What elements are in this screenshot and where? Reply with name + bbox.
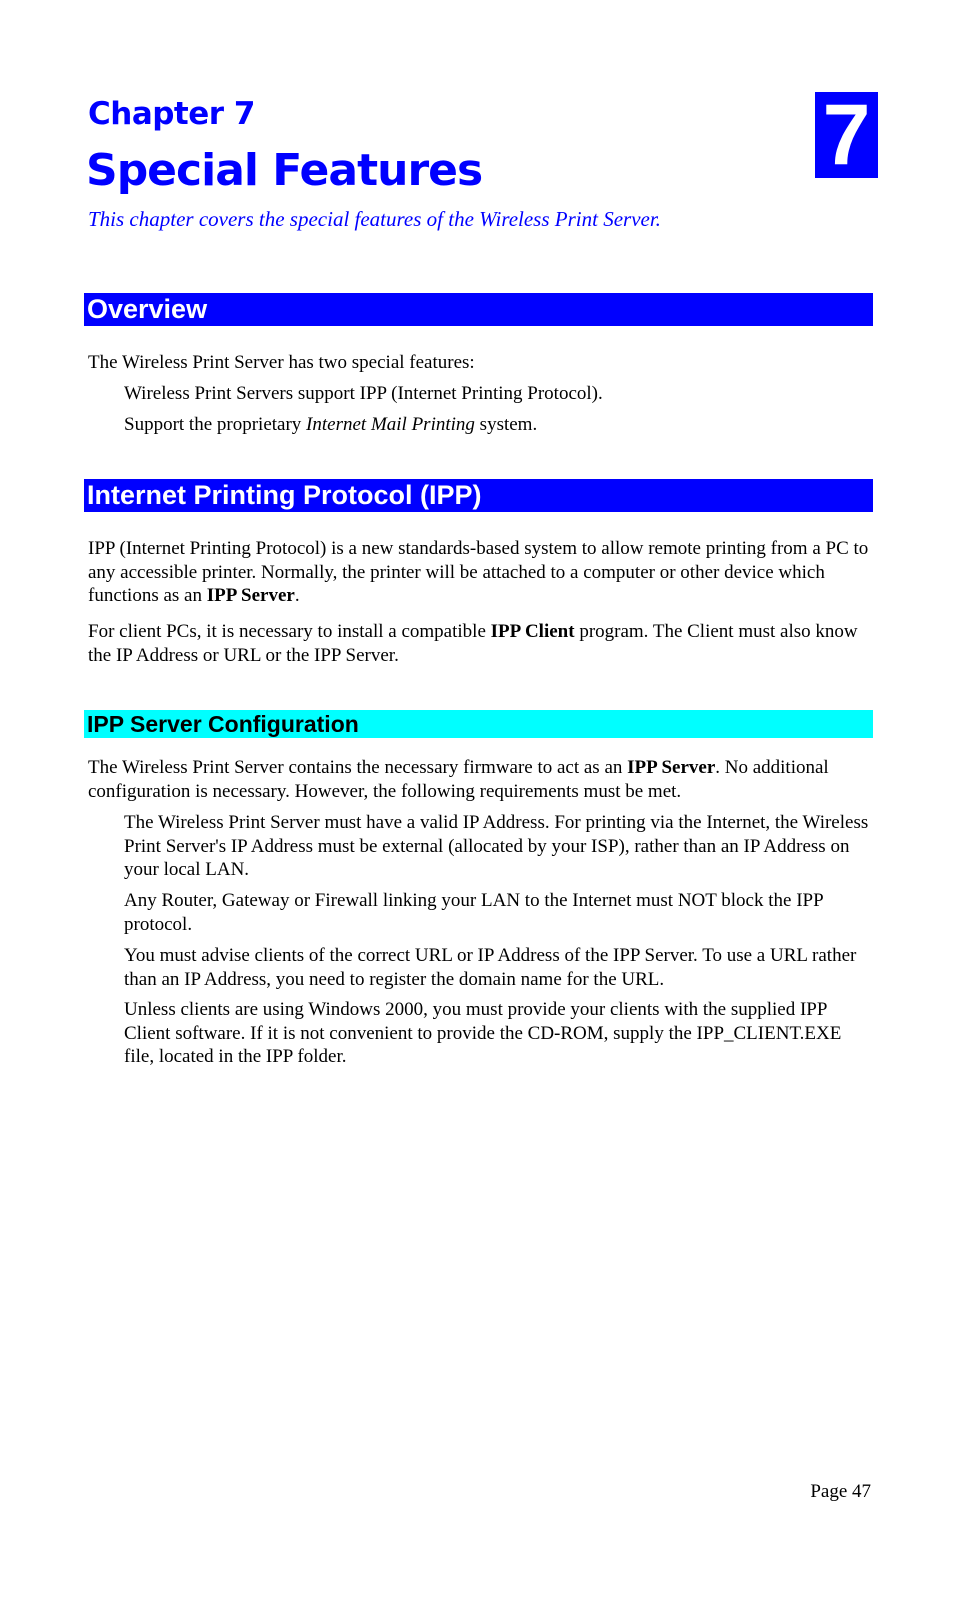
page-number: Page 47 bbox=[810, 1481, 871, 1502]
requirement-item-2: Any Router, Gateway or Firewall linking your LAN to the Internet must NOT block the IPP protocol. bbox=[124, 890, 823, 935]
overview-item-2-end: system. bbox=[474, 414, 538, 435]
ipp-config-paragraph-start: The Wireless Print Server contains the necessary firmware to act as an bbox=[88, 757, 628, 778]
overview-item-2 bbox=[124, 413, 876, 437]
requirement-item-1: The Wireless Print Server must have a valid IP Address. For printing via the Internet, the Wireless Print Server's IP Address must be external (allocated by your ISP), rather than an IP Address on your local LAN. bbox=[124, 812, 869, 880]
subsection-heading-ipp-config: IPP Server Configuration bbox=[84, 710, 873, 738]
chapter-label: Chapter 7 bbox=[88, 96, 255, 132]
ipp-paragraph-2-end: program. The Client must also know the IP Address or URL or the IPP Server. bbox=[88, 621, 858, 666]
overview-lead: The Wireless Print Server has two special features: bbox=[88, 352, 475, 373]
internet-mail-printing-term: Internet Mail Printing bbox=[306, 414, 475, 435]
ipp-client-term: IPP Client bbox=[490, 621, 575, 642]
chapter-title: Special Features bbox=[86, 145, 483, 196]
ipp-paragraph-1 bbox=[88, 537, 878, 608]
section-heading-ipp: Internet Printing Protocol (IPP) bbox=[84, 479, 873, 512]
ipp-server-term: IPP Server bbox=[206, 585, 295, 606]
section-heading-overview: Overview bbox=[84, 293, 873, 326]
ipp-server-term-2: IPP Server bbox=[627, 757, 716, 778]
overview-item-1: Wireless Print Servers support IPP (Internet Printing Protocol). bbox=[124, 383, 603, 404]
overview-item-2-start: Support the proprietary bbox=[124, 414, 307, 435]
chapter-number-badge: 7 bbox=[815, 92, 878, 178]
ipp-paragraph-2-start: For client PCs, it is necessary to install a compatible bbox=[88, 621, 491, 642]
chapter-intro: This chapter covers the special features of the Wireless Print Server. bbox=[88, 207, 661, 231]
ipp-paragraph-2 bbox=[88, 620, 878, 667]
ipp-paragraph-1-text: IPP (Internet Printing Protocol) is a new standards-based system to allow remote printing from a PC to any accessible printer. Normally, the printer will be attached to a computer or other device which functions as an bbox=[88, 538, 869, 606]
ipp-config-paragraph bbox=[88, 756, 878, 803]
ipp-config-paragraph-end: . No additional configuration is necessary. However, the following requirements must be met. bbox=[88, 757, 829, 802]
requirement-item-4: Unless clients are using Windows 2000, you must provide your clients with the supplied IPP Client software. If it is not convenient to provide the CD-ROM, supply the IPP_CLIENT.EXE file, located in the IPP folder. bbox=[124, 999, 842, 1067]
requirement-item-3: You must advise clients of the correct URL or IP Address of the IPP Server. To use a URL rather than an IP Address, you need to register the domain name for the URL. bbox=[124, 945, 857, 990]
ipp-paragraph-1-end: . bbox=[294, 585, 300, 606]
